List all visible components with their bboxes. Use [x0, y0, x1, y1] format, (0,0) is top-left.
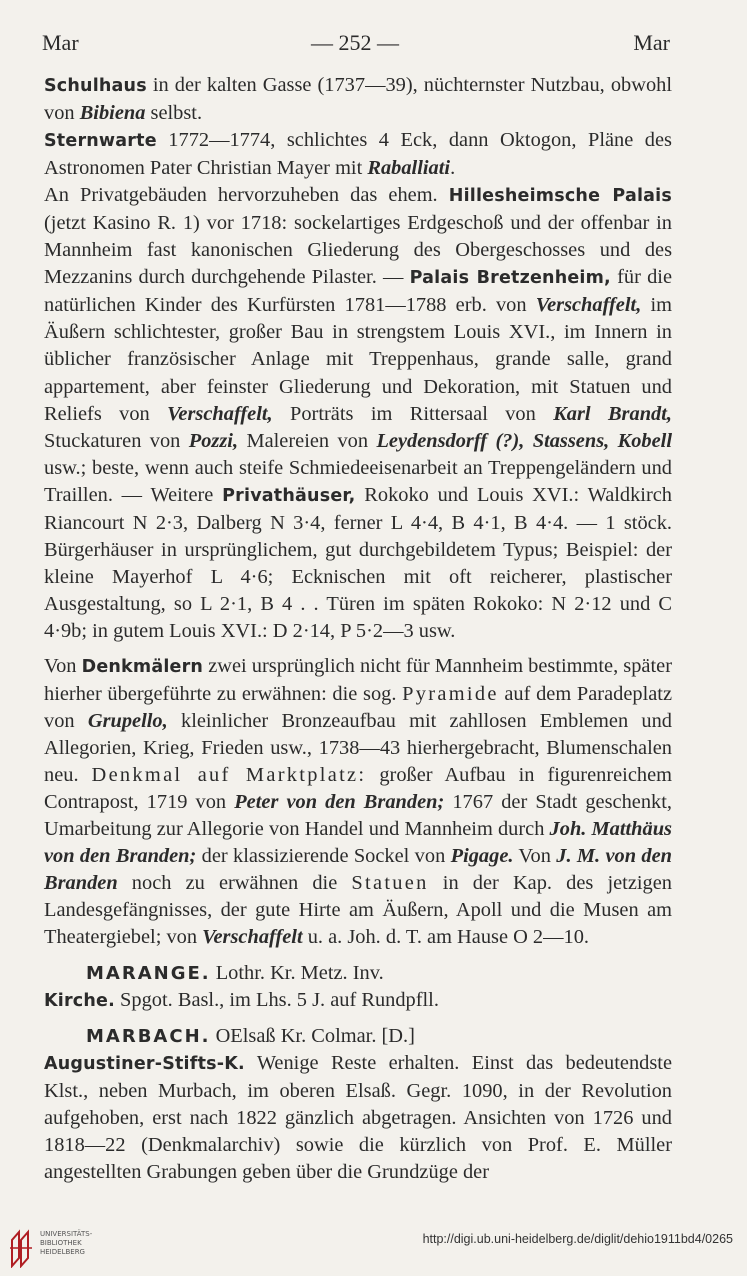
entry-heading: Kirche. — [44, 990, 115, 1011]
artist-name: Karl Brandt, — [553, 402, 672, 425]
paragraph-privatgebaeude: An Privatgebäuden hervorzuheben das ehem. Hillesheimsche Palais (jetzt Kasino R. 1) vor 1718: sockelartiges Erdgeschoß und der offenbar in Mannheim fast kanonischen Gliederung des Obergeschosses und des Mezzanins durch durchgehende Pilaster. — Palais Bretzenheim, für die natürlichen Kinder des Kurfürsten 1781—1788 erb. von Verschaffelt, im Äußern schlichtester, großer Bau in strengstem Louis XVI., im Innern in üblicher französischer Anlage mit Treppenhaus, grande salle, grand appartement, aber feinster Gliederung und Dekoration, mit Statuen und Reliefs von Verschaffelt, Porträts im Rittersaal von Karl Brandt, Stuckaturen von Pozzi, Malereien von Leydensdorff (?), Stassens, Kobell usw.; beste, wenn auch steife Schmiedeeisenarbeit an Treppengeländern und Traillen. — Weitere Privathäuser, Rokoko und Louis XVI.: Waldkirch Riancourt N 2·3, Dalberg N 3·4, ferner L 4·4, B 4·1, B 4·4. — 1 stöck. Bürgerhäuser in ursprünglichem, gut durchgebildetem Typus; Beispiel: der kleine Mayerhof L 4·6; Ecknischen mit oft reicherer, plastischer Ausgestaltung, so L 2·1, B 4 . . Türen im späten Rokoko: N 2·12 und C 4·9b; in gutem Louis XVI.: D 2·14, P 5·2—3 usw. — [44, 184, 673, 642]
place-entry-marange: MARANGE. Lothr. Kr. Metz. Inv. — [86, 961, 384, 984]
source-url[interactable]: http://digi.ub.uni-heidelberg.de/diglit/dehio1911bd4/0265 — [422, 1232, 733, 1246]
artist-name: Bibiena — [79, 102, 146, 125]
header-right: Mar — [633, 30, 670, 55]
entry-heading: Augustiner-Stifts-K. — [44, 1053, 245, 1074]
library-name: UNIVERSITÄTS- BIBLIOTHEK HEIDELBERG — [40, 1230, 93, 1256]
artist-name: Peter von den Branden; — [234, 791, 445, 814]
artist-name: Verschaffelt, — [535, 294, 642, 317]
artist-name: Joh. Matthäus von den Branden; — [44, 818, 672, 868]
entry-heading: Hillesheimsche Palais — [448, 186, 672, 207]
header-left: Mar — [42, 30, 79, 55]
artist-name: J. M. von den Branden — [44, 845, 672, 895]
paragraph-augustiner: Augustiner-Stifts-K. Wenige Reste erhalten. Einst das bedeutendste Klst., neben Murbach, im oberen Elsaß. Gegr. 1090, in der Revolution aufgehoben, erst nach 1822 gänzlich abgetragen. Ansichten von 1726 und 1818—22 (Denkmalarchiv) sowie die kürzlich von Prof. E. Müller angestellten Grabungen geben über die Grundzüge der — [44, 1051, 672, 1183]
ub-heidelberg-logo-icon — [8, 1228, 34, 1268]
artist-name: Verschaffelt, — [167, 402, 273, 425]
spaced-term: Denkmal auf Marktplatz: — [91, 764, 367, 787]
artist-name: Pigage. — [450, 845, 514, 868]
artist-name: Verschaffelt — [202, 926, 303, 949]
page-footer — [0, 1222, 747, 1276]
body-text — [44, 72, 672, 1186]
artist-name: Pozzi, — [188, 429, 239, 452]
artist-name: Grupello, — [87, 710, 168, 733]
entry-heading: Sternwarte — [44, 131, 157, 152]
place-headword: MARBACH. — [86, 1025, 211, 1047]
entry-heading: Denkmälern — [81, 656, 204, 677]
entry-heading: Palais Bretzenheim, — [409, 268, 611, 289]
running-header — [40, 30, 670, 62]
paragraph-denkmaeler: Von Denkmälern zwei ursprünglich nicht für Mannheim bestimmte, später hierher übergeführte zu erwähnen: die sog. Pyramide auf dem Paradeplatz von Grupello, kleinlicher Bronzeaufbau mit zahllosen Emblemen und Allegorien, Krieg, Frieden usw., 1738—43 hierhergebracht, Blumenschalen neu. Denkmal auf Marktplatz: großer Aufbau in figurenreichem Contrapost, 1719 von Peter von den Branden; 1767 der Stadt geschenkt, Umarbeitung zur Allegorie von Handel und Mannheim durch Joh. Matthäus von den Branden; der klassizierende Sockel von Pigage. Von J. M. von den Branden noch zu erwähnen die Statuen in der Kap. des jetzigen Landesgefängnisses, der gute Hirte am Äußern, Apoll und die Musen am Theatergiebel; von Verschaffelt u. a. Joh. d. T. am Hause O 2—10. — [44, 654, 673, 949]
place-entry-marbach: MARBACH. OElsaß Kr. Colmar. [D.] — [86, 1024, 415, 1047]
paragraph-kirche: Kirche. Spgot. Basl., im Lhs. 5 J. auf Rundpfll. — [44, 988, 439, 1011]
artist-name: Raballiati — [367, 157, 451, 180]
spaced-term: Statuen — [351, 872, 429, 895]
entry-heading: Schulhaus — [44, 76, 147, 96]
entry-heading: Privathäuser, — [222, 485, 356, 506]
page-number: — 252 — — [311, 30, 399, 55]
paragraph-schulhaus: Schulhaus in der kalten Gasse (1737—39), nüchternster Nutzbau, obwohl von Bibiena selbst. — [44, 74, 672, 125]
place-headword: MARANGE. — [86, 962, 211, 984]
spaced-term: Pyramide — [402, 683, 499, 706]
artist-name: Leydensdorff (?), Stassens, Kobell — [376, 429, 672, 452]
paragraph-sternwarte: Sternwarte 1772—1774, schlichtes 4 Eck, dann Oktogon, Pläne des Astronomen Pater Christian Mayer mit Raballiati. — [44, 129, 672, 180]
